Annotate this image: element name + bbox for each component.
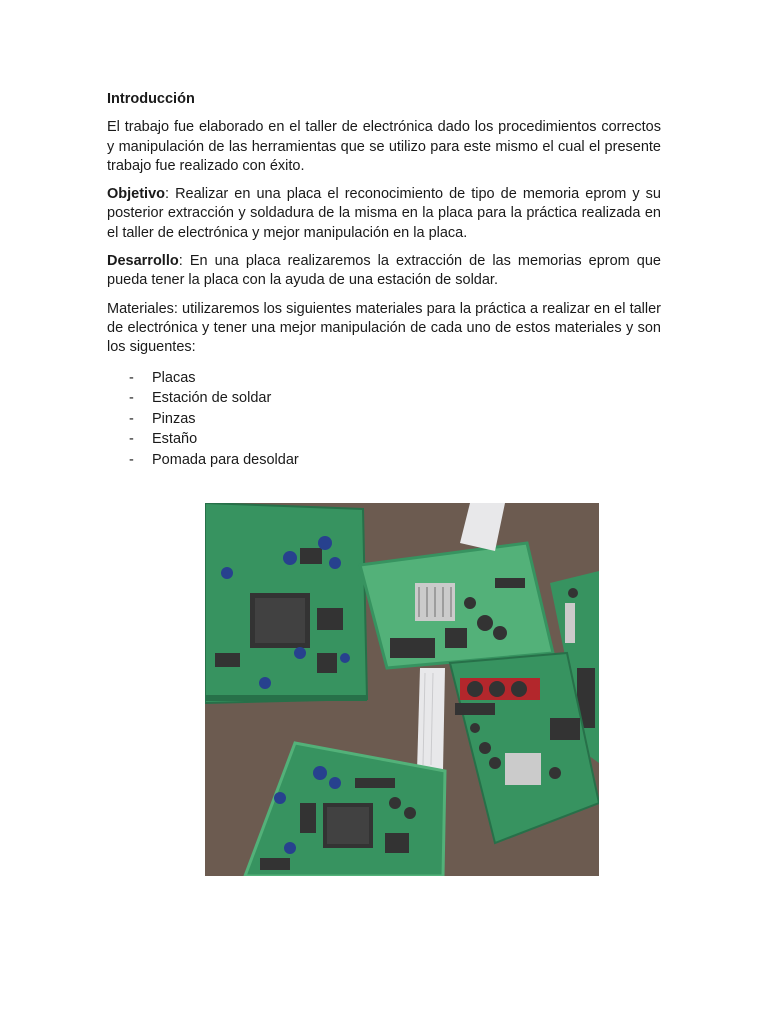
list-bullet: - <box>129 369 134 386</box>
development-text: : En una placa realizaremos la extracción de las memorias eprom que pueda tener la placa con la ayuda de una estación de soldar. <box>107 253 661 289</box>
section-heading: Introducción <box>107 91 195 107</box>
list-bullet: - <box>129 451 134 468</box>
objective-text: : Realizar en una placa el reconocimiento de tipo de memoria eprom y su posterior extracción y soldadura de la misma en la placa para la práctica realizada en el taller de electrónica y mejor manipulación en la placa. <box>107 186 661 241</box>
list-item <box>107 368 661 389</box>
list-bullet: - <box>129 410 134 427</box>
list-item-text: Pomada para desoldar <box>152 451 299 468</box>
circuit-boards-photo <box>205 503 599 876</box>
circuit-boards-icon <box>205 503 599 876</box>
list-bullet: - <box>129 390 134 407</box>
development-label: Desarrollo <box>107 253 179 270</box>
list-item <box>107 450 661 471</box>
list-item-text: Estaño <box>152 431 198 448</box>
materials-list <box>107 368 661 471</box>
list-bullet: - <box>129 431 134 448</box>
document-body <box>107 90 661 470</box>
objective-label: Objetivo <box>107 186 166 203</box>
list-item-text: Placas <box>152 369 196 386</box>
list-item <box>107 409 661 430</box>
development-paragraph <box>107 252 661 291</box>
list-item-text: Estación de soldar <box>152 390 272 407</box>
list-item <box>107 429 661 450</box>
objective-paragraph <box>107 185 661 243</box>
list-item <box>107 388 661 409</box>
list-item-text: Pinzas <box>152 410 196 427</box>
intro-paragraph: El trabajo fue elaborado en el taller de electrónica dado los procedimientos correctos y manipulación de las herramientas que se utilizo para este mismo el cual el presente trabajo fue realizado con éxito. <box>107 119 661 174</box>
materials-paragraph: Materiales: utilizaremos los siguientes materiales para la práctica a realizar en el taller de electrónica y tener una mejor manipulación de cada uno de estos materiales y son los siguentes: <box>107 300 661 356</box>
